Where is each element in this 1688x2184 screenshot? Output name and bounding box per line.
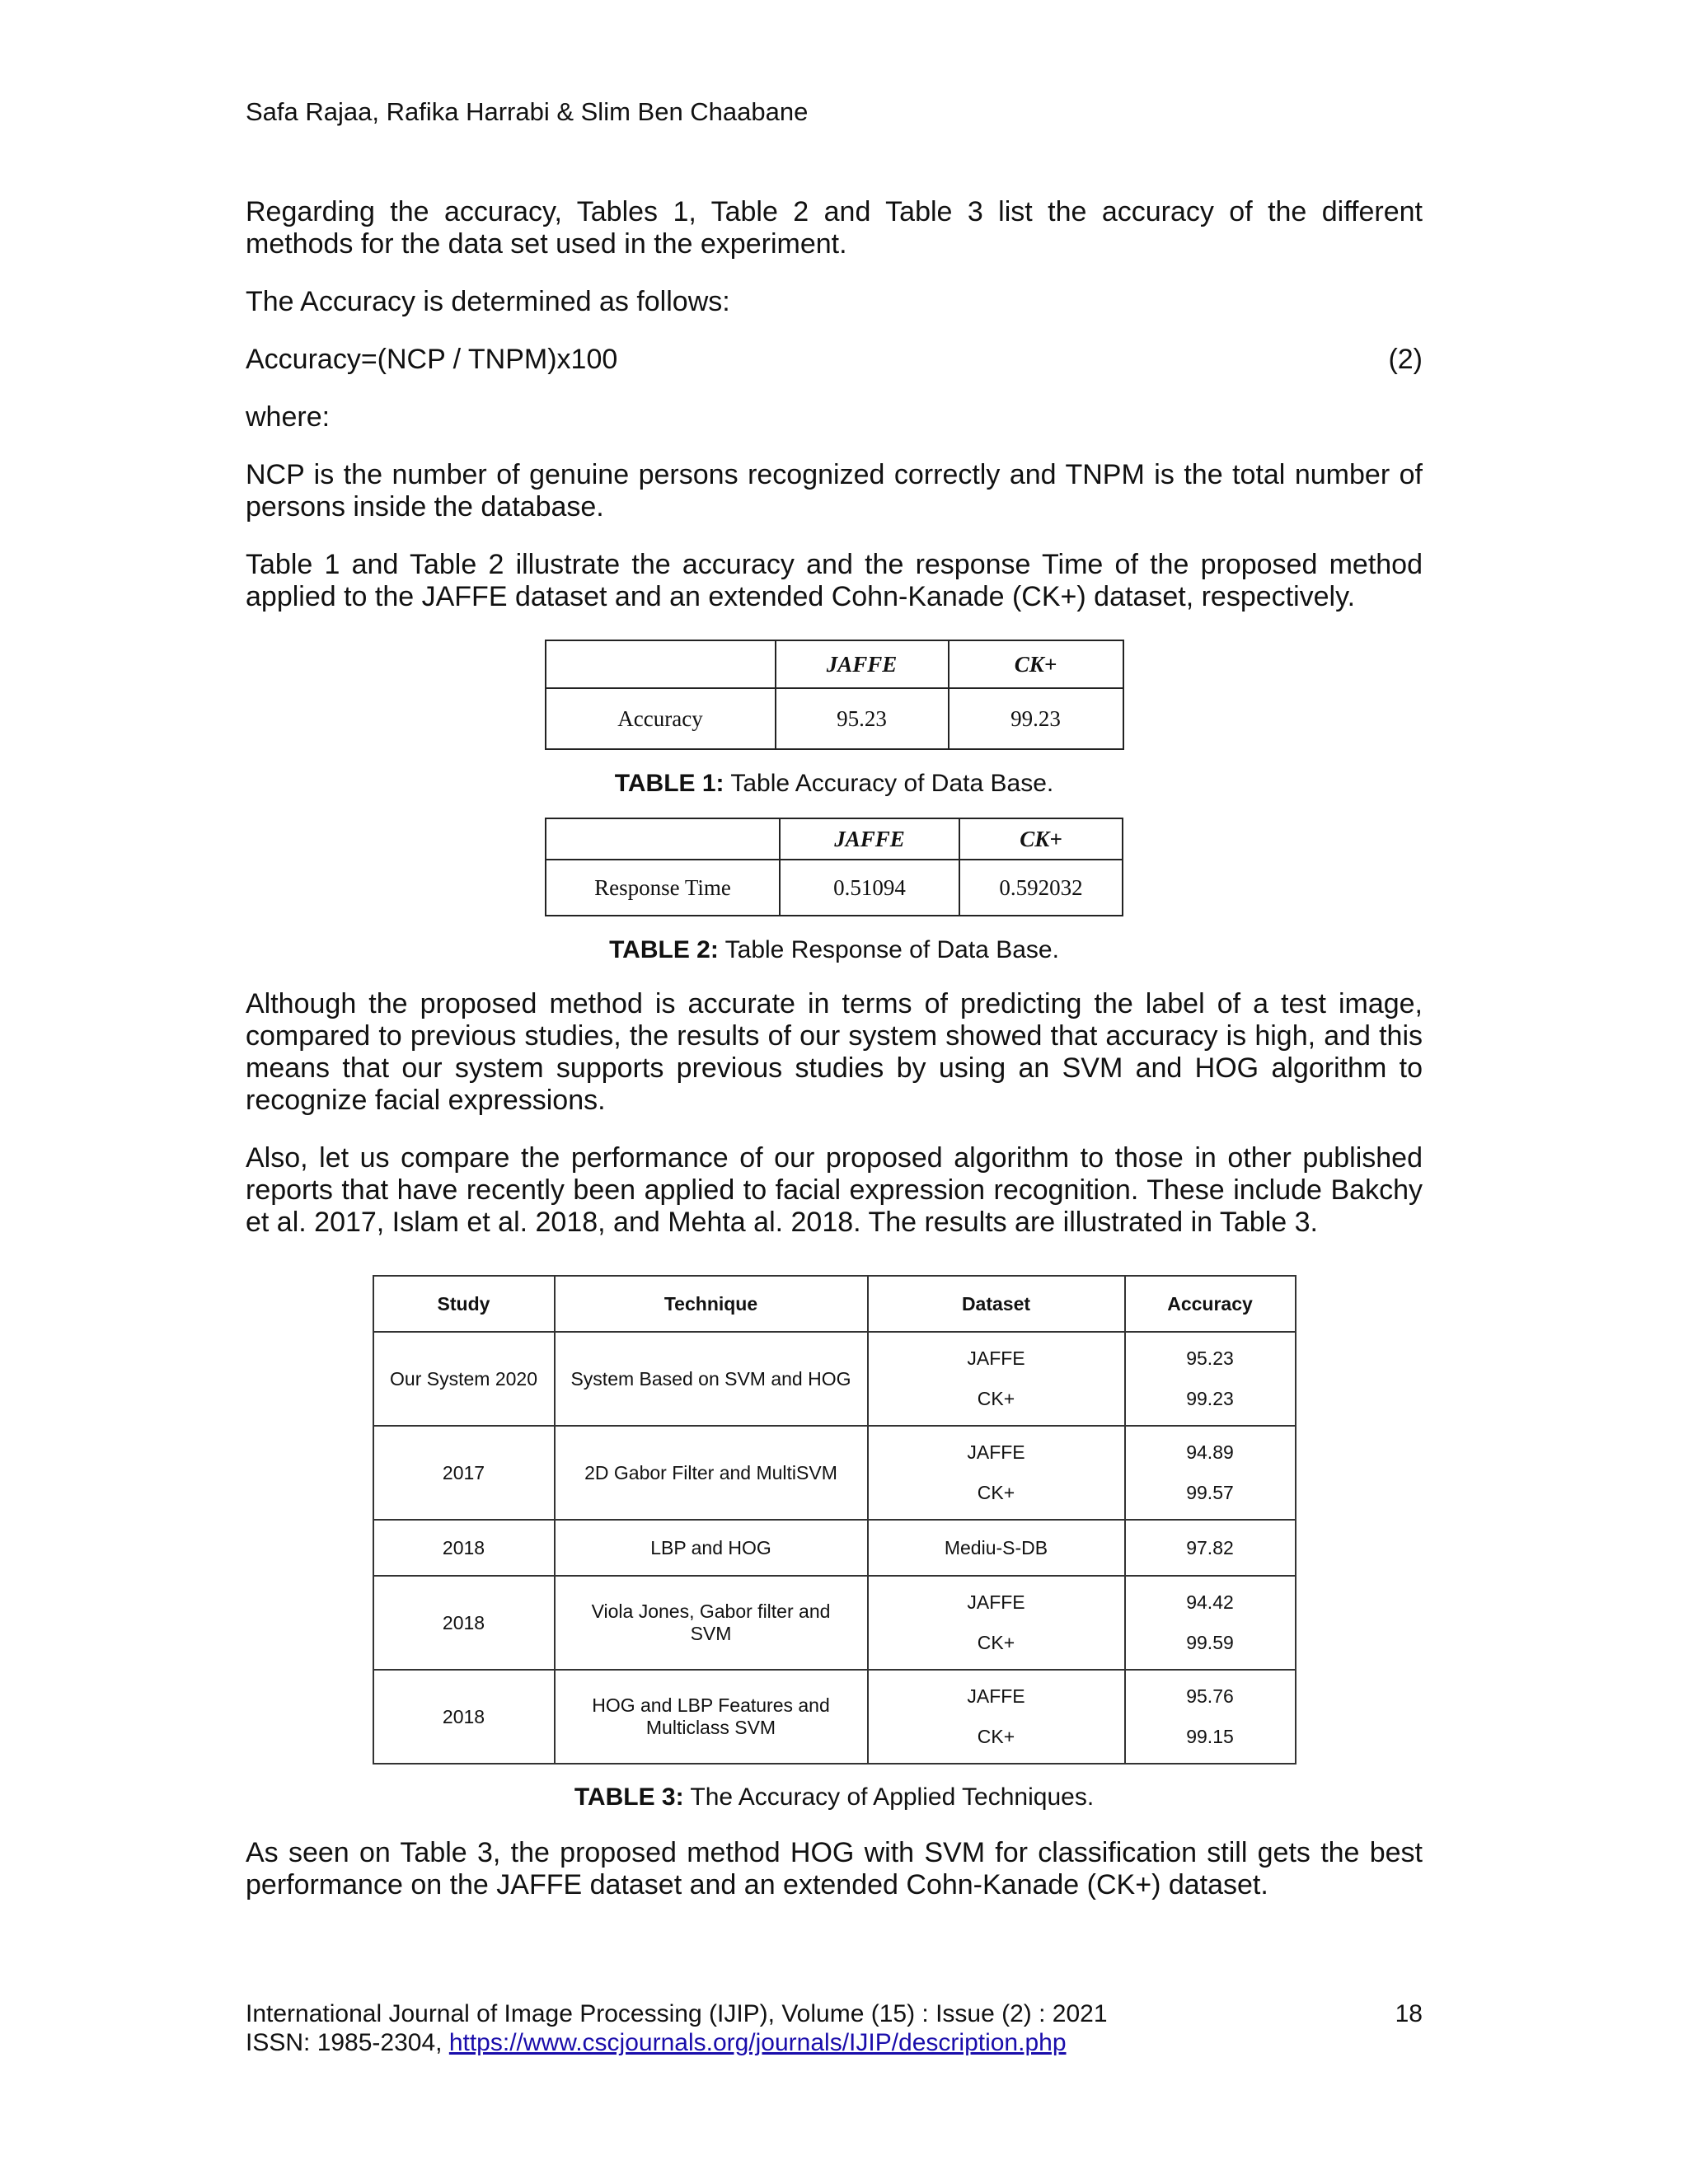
table3-caption-label: TABLE 3: — [574, 1783, 684, 1811]
dataset-entry: CK+ — [977, 1632, 1015, 1653]
table2-value-jaffe: 0.51094 — [780, 860, 959, 916]
table1-header-ck: CK+ — [949, 640, 1123, 688]
table3-cell-accuracy — [1125, 1332, 1296, 1426]
table2-caption — [246, 935, 1423, 965]
table1-caption — [246, 769, 1423, 799]
table3-cell-accuracy: 97.82 — [1125, 1520, 1296, 1576]
table-row — [373, 1332, 1296, 1426]
table2-caption-text: Table Response of Data Base. — [718, 936, 1059, 963]
table3-caption-text: The Accuracy of Applied Techniques. — [683, 1783, 1095, 1811]
table3-cell-technique: Viola Jones, Gabor filter and SVM — [555, 1576, 868, 1670]
accuracy-entry: 99.15 — [1186, 1726, 1234, 1747]
accuracy-entry: 99.57 — [1186, 1482, 1234, 1503]
table3-cell-technique: 2D Gabor Filter and MultiSVM — [555, 1426, 868, 1520]
table1-caption-label: TABLE 1: — [614, 770, 724, 797]
accuracy-entry: 99.23 — [1186, 1388, 1234, 1409]
table3-header-accuracy: Accuracy — [1125, 1276, 1296, 1332]
dataset-entry: JAFFE — [967, 1441, 1025, 1463]
table1-value-jaffe: 95.23 — [776, 688, 949, 749]
dataset-entry: JAFFE — [967, 1685, 1025, 1707]
paragraph-where: where: — [246, 401, 331, 433]
table2-header-jaffe: JAFFE — [780, 818, 959, 860]
equation-accuracy — [246, 344, 1423, 376]
table-accuracy — [545, 640, 1124, 750]
table-response-time — [545, 818, 1123, 916]
table3-cell-study: 2018 — [373, 1576, 555, 1670]
table2-header-ck: CK+ — [959, 818, 1123, 860]
table3-cell-dataset: Mediu-S-DB — [868, 1520, 1125, 1576]
table3-cell-accuracy — [1125, 1426, 1296, 1520]
table3-cell-technique: HOG and LBP Features and Multiclass SVM — [555, 1670, 868, 1764]
table3-cell-study: 2018 — [373, 1670, 555, 1764]
table3-cell-study: 2018 — [373, 1520, 555, 1576]
accuracy-entry: 94.89 — [1186, 1441, 1234, 1463]
accuracy-entry: 94.42 — [1186, 1591, 1234, 1613]
table1-value-ck: 99.23 — [949, 688, 1123, 749]
table3-caption — [246, 1783, 1423, 1812]
dataset-entry: JAFFE — [967, 1591, 1025, 1613]
dataset-entry: JAFFE — [967, 1347, 1025, 1369]
dataset-entry: CK+ — [977, 1388, 1015, 1409]
table3-cell-technique: System Based on SVM and HOG — [555, 1332, 868, 1426]
table-applied-techniques — [373, 1275, 1296, 1765]
running-header: Safa Rajaa, Rafika Harrabi & Slim Ben Chaabane — [246, 97, 809, 126]
table-row — [373, 1520, 1296, 1576]
table1-caption-text: Table Accuracy of Data Base. — [724, 770, 1054, 797]
equation-number: (2) — [1388, 344, 1423, 375]
table1-header-empty — [546, 640, 776, 688]
table3-header-technique: Technique — [555, 1276, 868, 1332]
dataset-entry: CK+ — [977, 1482, 1015, 1503]
table2-row-label: Response Time — [546, 860, 780, 916]
page-number: 18 — [1395, 2000, 1423, 2027]
table1-row-label: Accuracy — [546, 688, 776, 749]
table2-caption-label: TABLE 2: — [609, 936, 719, 963]
table-row — [373, 1670, 1296, 1764]
table1-header-jaffe: JAFFE — [776, 640, 949, 688]
paragraph-tables-intro: Table 1 and Table 2 illustrate the accuracy and the response Time of the proposed method applied to the JAFFE dataset and an extended Cohn-Kanade (CK+) dataset, respectively. — [246, 549, 1423, 612]
table2-value-ck: 0.592032 — [959, 860, 1123, 916]
equation-formula: Accuracy=(NCP / TNPM)x100 — [246, 344, 618, 375]
accuracy-entry: 95.76 — [1186, 1685, 1234, 1707]
paragraph-accuracy-def: The Accuracy is determined as follows: — [246, 286, 730, 317]
table3-cell-dataset — [868, 1576, 1125, 1670]
paragraph-conclusion: As seen on Table 3, the proposed method HOG with SVM for classification still gets the best performance on the JAFFE dataset and an extended Cohn-Kanade (CK+) dataset. — [246, 1837, 1423, 1900]
table3-cell-dataset — [868, 1670, 1125, 1764]
table3-header-study: Study — [373, 1276, 555, 1332]
journal-link[interactable]: https://www.cscjournals.org/journals/IJIP/description.php — [448, 2029, 1067, 2056]
table3-cell-accuracy — [1125, 1670, 1296, 1764]
table3-cell-study: Our System 2020 — [373, 1332, 555, 1426]
paragraph-discussion: Although the proposed method is accurate in terms of predicting the label of a test image, compared to previous studies, the results of our system showed that accuracy is high, and this means that our system supports previous studies by using an SVM and HOG algorithm to recognize facial expressions. — [246, 988, 1423, 1116]
paragraph-comparison: Also, let us compare the performance of our proposed algorithm to those in other published reports that have recently been applied to facial expression recognition. These include Bakchy et al. 2017, Islam et al. 2018, and Mehta al. 2018. The results are illustrated in Table 3. — [246, 1142, 1423, 1238]
table-row — [373, 1576, 1296, 1670]
paragraph-ncp-definition: NCP is the number of genuine persons recognized correctly and TNPM is the total number of persons inside the database. — [246, 459, 1423, 523]
table3-cell-technique: LBP and HOG — [555, 1520, 868, 1576]
page-footer — [246, 1999, 1423, 2057]
journal-citation: International Journal of Image Processing (IJIP), Volume (15) : Issue (2) : 2021 — [246, 2000, 1108, 2027]
accuracy-entry: 99.59 — [1186, 1632, 1234, 1653]
issn-text: ISSN: 1985-2304, — [246, 2029, 449, 2056]
table3-header-dataset: Dataset — [868, 1276, 1125, 1332]
table-row — [373, 1426, 1296, 1520]
accuracy-entry: 95.23 — [1186, 1347, 1234, 1369]
table2-header-empty — [546, 818, 780, 860]
page-body — [246, 196, 1423, 1901]
table3-cell-dataset — [868, 1426, 1125, 1520]
table3-cell-study: 2017 — [373, 1426, 555, 1520]
paragraph-accuracy-intro: Regarding the accuracy, Tables 1, Table 2 and Table 3 list the accuracy of the different methods for the data set used in the experiment. — [246, 196, 1423, 260]
table3-cell-dataset — [868, 1332, 1125, 1426]
table3-cell-accuracy — [1125, 1576, 1296, 1670]
dataset-entry: CK+ — [977, 1726, 1015, 1747]
